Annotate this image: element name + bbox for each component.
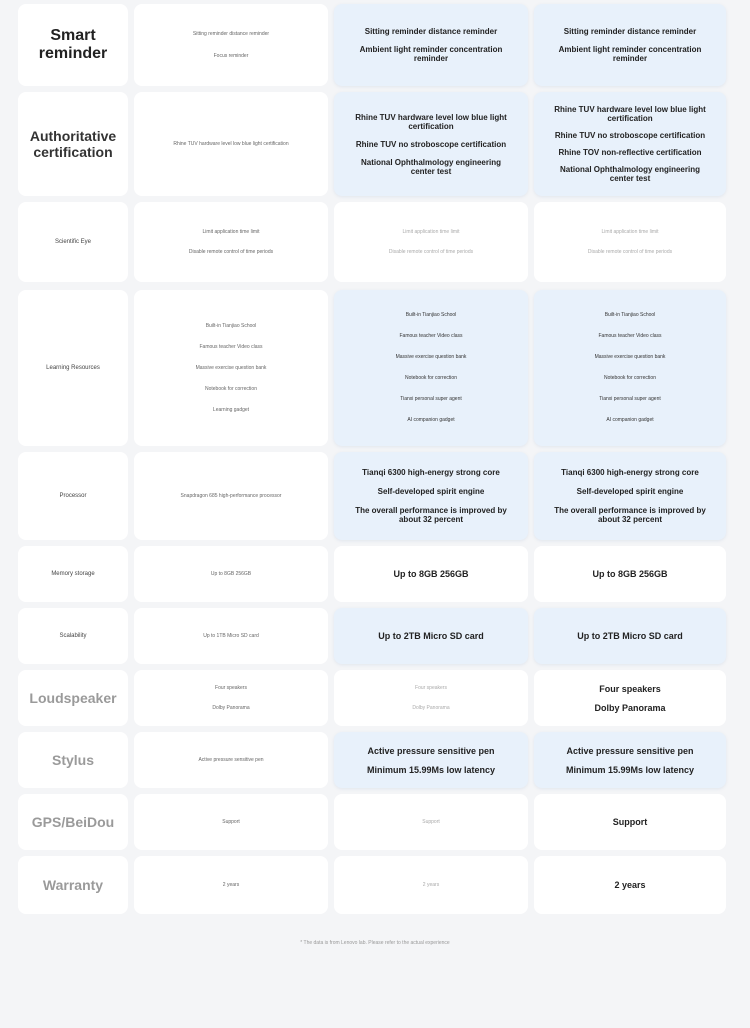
label-line: Stylus [51, 752, 94, 768]
cell-text: Massive exercise question bank [594, 354, 666, 360]
cell-text: Active pressure sensitive pen [367, 745, 495, 756]
row-processor [18, 452, 732, 540]
cell-model-1 [134, 290, 328, 446]
label-line: GPS/BeiDou [31, 814, 115, 830]
cell-text: Dolby Panorama [412, 704, 450, 711]
cell-text: Limit application time limit [402, 228, 460, 235]
cell-text: Support [222, 819, 240, 825]
cell-model-3 [534, 794, 726, 850]
cell-text: Minimum 15.99Ms low latency [366, 764, 496, 775]
cell-text: Tianxi personal super agent [400, 396, 462, 402]
row-warranty [18, 856, 732, 914]
row-scalability [18, 608, 732, 664]
cell-text: Ambient light reminder concentration reminder [558, 45, 702, 63]
cell-model-3 [534, 452, 726, 540]
cell-model-3 [534, 290, 726, 446]
cell-text: Limit application time limit [601, 228, 659, 235]
cell-text: Disable remote control of time periods [388, 248, 474, 255]
cell-model-1 [134, 92, 328, 196]
cell-model-2 [334, 608, 528, 664]
cell-text: Built-in Tianjiao School [604, 312, 656, 318]
cell-text: Notebook for correction [604, 375, 656, 381]
label-line: Loudspeaker [29, 690, 117, 706]
cell-model-2 [334, 4, 528, 86]
cell-text: Sitting reminder distance reminder [563, 27, 697, 36]
cell-text: Rhine TUV hardware level low blue light certification [554, 105, 706, 123]
cell-text: Sitting reminder distance reminder [192, 30, 270, 37]
cell-model-3 [534, 608, 726, 664]
cell-text: Four speakers [415, 684, 447, 691]
cell-text: Disable remote control of time periods [188, 248, 274, 255]
cell-text: Sitting reminder distance reminder [364, 27, 498, 36]
row-label [18, 452, 128, 540]
row-label [18, 670, 128, 726]
cell-text: Notebook for correction [405, 375, 457, 381]
cell-text: Four speakers [215, 684, 247, 691]
label-line: Warranty [42, 877, 104, 893]
cell-model-3 [534, 546, 726, 602]
cell-text: Limit application time limit [202, 228, 260, 235]
cell-text: Up to 1TB Micro SD card [203, 633, 259, 639]
cell-text: Support [612, 817, 648, 827]
footnote: * The data is from Lenovo lab. Please refer to the actual experience [300, 940, 450, 946]
cell-text: Built-in Tianjiao School [405, 312, 457, 318]
cell-text: Up to 8GB 256GB [393, 569, 469, 579]
label-line: certification [33, 144, 113, 160]
cell-model-1 [134, 452, 328, 540]
label-line: Learning Resources [46, 365, 100, 371]
cell-text: 2 years [222, 882, 240, 888]
cell-model-2 [334, 732, 528, 788]
cell-text: Rhine TUV hardware level low blue light certification [173, 140, 289, 147]
cell-model-2 [334, 92, 528, 196]
cell-model-1 [134, 546, 328, 602]
cell-model-1 [134, 856, 328, 914]
row-memory-storage [18, 546, 732, 602]
cell-text: Massive exercise question bank [195, 364, 267, 371]
cell-text: Built-in Tianjiao School [205, 322, 257, 329]
cell-text: AI companion gadget [606, 417, 654, 423]
label-line: Processor [59, 493, 87, 499]
cell-text: National Ophthalmology engineering center test [559, 165, 700, 183]
cell-model-3 [534, 92, 726, 196]
cell-text: Rhine TUV hardware level low blue light certification [355, 112, 507, 131]
cell-text: Massive exercise question bank [395, 354, 467, 360]
cell-text: Up to 8GB 256GB [210, 571, 252, 577]
cell-model-3 [534, 856, 726, 914]
label-line: Memory storage [51, 571, 95, 577]
cell-text: Up to 2TB Micro SD card [378, 631, 484, 641]
cell-model-2 [334, 546, 528, 602]
cell-model-3 [534, 670, 726, 726]
cell-model-2 [334, 202, 528, 282]
cell-text: AI companion gadget [407, 417, 455, 423]
cell-text: Active pressure sensitive pen [198, 757, 264, 763]
row-label [18, 92, 128, 196]
cell-text: Learning gadget [212, 406, 250, 413]
cell-text: Snapdragon 685 high-performance processor [180, 492, 282, 499]
cell-text: Disable remote control of time periods [587, 248, 673, 255]
label-line: reminder [38, 45, 108, 62]
cell-model-1 [134, 732, 328, 788]
cell-text: 2 years [614, 880, 646, 890]
cell-model-2 [334, 452, 528, 540]
cell-text: Famous teacher Video class [199, 343, 263, 350]
row-label [18, 202, 128, 282]
cell-text: Minimum 15.99Ms low latency [565, 764, 695, 775]
cell-text: Up to 8GB 256GB [592, 569, 668, 579]
label-line: Scalability [59, 633, 87, 639]
cell-text: Focus reminder [213, 52, 249, 59]
cell-text: The overall performance is improved by about 32 percent [554, 506, 706, 524]
cell-text: National Ophthalmology engineering center test [360, 157, 501, 176]
cell-text: The overall performance is improved by about 32 percent [355, 506, 507, 524]
cell-text: Dolby Panorama [212, 704, 250, 711]
cell-text: Rhine TOV non-reflective certification [558, 148, 702, 157]
cell-text: Famous teacher Video class [598, 333, 662, 339]
cell-text: Rhine TUV no stroboscope certification [355, 139, 507, 149]
cell-text: Four speakers [599, 683, 661, 694]
cell-model-1 [134, 202, 328, 282]
cell-model-3 [534, 732, 726, 788]
row-learning-resources [18, 290, 732, 446]
label-line: Smart [50, 27, 96, 44]
label-line: Authoritative [29, 128, 117, 144]
cell-model-3 [534, 202, 726, 282]
row-label [18, 546, 128, 602]
row-gps [18, 794, 732, 850]
row-label [18, 608, 128, 664]
row-certification [18, 92, 732, 196]
cell-text: Dolby Panorama [594, 702, 666, 713]
cell-model-1 [134, 608, 328, 664]
cell-text: Ambient light reminder concentration reminder [359, 45, 503, 63]
cell-text: Tianqi 6300 high-energy strong core [561, 468, 699, 477]
row-label [18, 290, 128, 446]
cell-text: Rhine TUV no stroboscope certification [554, 131, 706, 140]
cell-text: Self-developed spirit engine [377, 487, 485, 496]
cell-model-2 [334, 290, 528, 446]
row-scientific-eye [18, 202, 732, 282]
row-label [18, 732, 128, 788]
cell-text: Tianqi 6300 high-energy strong core [362, 468, 500, 477]
cell-model-1 [134, 670, 328, 726]
label-line: Scientific Eye [54, 239, 91, 245]
row-label [18, 4, 128, 86]
cell-text: Self-developed spirit engine [576, 487, 684, 496]
cell-text: Up to 2TB Micro SD card [577, 631, 683, 641]
cell-model-1 [134, 794, 328, 850]
cell-text: 2 years [422, 882, 440, 888]
cell-text: Tianxi personal super agent [599, 396, 661, 402]
row-label [18, 794, 128, 850]
row-smart-reminder [18, 4, 732, 86]
row-loudspeaker [18, 670, 732, 726]
row-stylus [18, 732, 732, 788]
cell-model-2 [334, 670, 528, 726]
cell-model-1 [134, 4, 328, 86]
cell-model-2 [334, 794, 528, 850]
cell-model-2 [334, 856, 528, 914]
row-label [18, 856, 128, 914]
cell-text: Famous teacher Video class [399, 333, 463, 339]
cell-text: Notebook for correction [205, 385, 257, 392]
cell-model-3 [534, 4, 726, 86]
cell-text: Support [422, 819, 440, 825]
cell-text: Active pressure sensitive pen [566, 745, 694, 756]
